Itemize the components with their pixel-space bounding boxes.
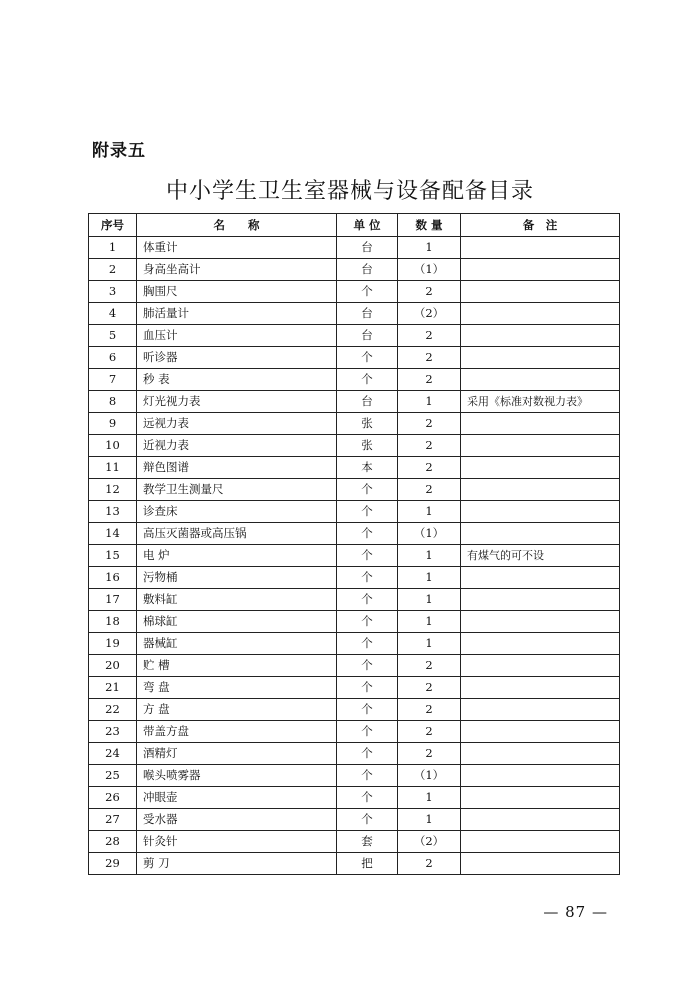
equipment-table <box>88 213 620 875</box>
unit-cell: 个 <box>337 611 398 633</box>
quantity-cell: 2 <box>398 655 461 677</box>
item-name-cell: 血压计 <box>137 325 337 347</box>
row-number-cell: 4 <box>89 303 137 325</box>
item-name-cell: 方 盘 <box>137 699 337 721</box>
item-name-cell: 棉球缸 <box>137 611 337 633</box>
unit-cell: 台 <box>337 259 398 281</box>
appendix-label: 附录五 <box>92 141 146 161</box>
item-name-cell: 敷料缸 <box>137 589 337 611</box>
table-body <box>89 237 620 875</box>
note-cell <box>461 589 620 611</box>
note-cell <box>461 347 620 369</box>
quantity-cell: （1） <box>398 259 461 281</box>
note-cell <box>461 655 620 677</box>
unit-cell: 个 <box>337 281 398 303</box>
row-number-cell: 17 <box>89 589 137 611</box>
unit-cell: 台 <box>337 303 398 325</box>
unit-cell: 个 <box>337 545 398 567</box>
row-number-cell: 8 <box>89 391 137 413</box>
header-name: 名 称 <box>137 214 337 237</box>
table-row <box>89 567 620 589</box>
quantity-cell: 2 <box>398 413 461 435</box>
row-number-cell: 19 <box>89 633 137 655</box>
note-cell <box>461 413 620 435</box>
quantity-cell: 1 <box>398 611 461 633</box>
item-name-cell: 听诊器 <box>137 347 337 369</box>
unit-cell: 个 <box>337 479 398 501</box>
quantity-cell: 2 <box>398 369 461 391</box>
note-cell <box>461 303 620 325</box>
table-row <box>89 611 620 633</box>
unit-cell: 把 <box>337 853 398 875</box>
unit-cell: 个 <box>337 787 398 809</box>
unit-cell: 台 <box>337 325 398 347</box>
note-cell <box>461 501 620 523</box>
page-number: — 87 — <box>543 903 608 921</box>
unit-cell: 个 <box>337 655 398 677</box>
table-row <box>89 457 620 479</box>
unit-cell: 个 <box>337 567 398 589</box>
unit-cell: 个 <box>337 369 398 391</box>
table-row <box>89 347 620 369</box>
table-row <box>89 853 620 875</box>
row-number-cell: 13 <box>89 501 137 523</box>
header-no: 序号 <box>89 214 137 237</box>
note-cell <box>461 457 620 479</box>
note-cell <box>461 677 620 699</box>
item-name-cell: 贮 槽 <box>137 655 337 677</box>
item-name-cell: 秒 表 <box>137 369 337 391</box>
item-name-cell: 灯光视力表 <box>137 391 337 413</box>
item-name-cell: 身高坐高计 <box>137 259 337 281</box>
unit-cell: 个 <box>337 589 398 611</box>
note-cell <box>461 325 620 347</box>
note-cell <box>461 567 620 589</box>
table-row <box>89 699 620 721</box>
note-cell <box>461 369 620 391</box>
table-row <box>89 677 620 699</box>
row-number-cell: 21 <box>89 677 137 699</box>
note-cell <box>461 853 620 875</box>
header-note: 备 注 <box>461 214 620 237</box>
item-name-cell: 远视力表 <box>137 413 337 435</box>
unit-cell: 张 <box>337 413 398 435</box>
unit-cell: 台 <box>337 391 398 413</box>
note-cell <box>461 611 620 633</box>
note-cell <box>461 435 620 457</box>
note-cell <box>461 281 620 303</box>
note-cell <box>461 721 620 743</box>
row-number-cell: 26 <box>89 787 137 809</box>
quantity-cell: 2 <box>398 479 461 501</box>
quantity-cell: 1 <box>398 545 461 567</box>
table-row <box>89 523 620 545</box>
table-row <box>89 787 620 809</box>
quantity-cell: 2 <box>398 347 461 369</box>
row-number-cell: 25 <box>89 765 137 787</box>
table-row <box>89 369 620 391</box>
item-name-cell: 带盖方盘 <box>137 721 337 743</box>
row-number-cell: 12 <box>89 479 137 501</box>
quantity-cell: 1 <box>398 809 461 831</box>
note-cell <box>461 523 620 545</box>
item-name-cell: 肺活量计 <box>137 303 337 325</box>
note-cell <box>461 809 620 831</box>
unit-cell: 张 <box>337 435 398 457</box>
row-number-cell: 1 <box>89 237 137 259</box>
item-name-cell: 高压灭菌器或高压锅 <box>137 523 337 545</box>
note-cell <box>461 765 620 787</box>
row-number-cell: 20 <box>89 655 137 677</box>
item-name-cell: 胸围尺 <box>137 281 337 303</box>
note-cell <box>461 787 620 809</box>
table-row <box>89 831 620 853</box>
row-number-cell: 3 <box>89 281 137 303</box>
table-row <box>89 237 620 259</box>
table-row <box>89 765 620 787</box>
row-number-cell: 24 <box>89 743 137 765</box>
unit-cell: 个 <box>337 633 398 655</box>
item-name-cell: 污物桶 <box>137 567 337 589</box>
quantity-cell: 1 <box>398 391 461 413</box>
table-row <box>89 391 620 413</box>
note-cell: 有煤气的可不设 <box>461 545 620 567</box>
note-cell <box>461 743 620 765</box>
item-name-cell: 体重计 <box>137 237 337 259</box>
quantity-cell: 1 <box>398 237 461 259</box>
quantity-cell: 2 <box>398 457 461 479</box>
table-row <box>89 545 620 567</box>
note-cell <box>461 237 620 259</box>
quantity-cell: 2 <box>398 325 461 347</box>
quantity-cell: 1 <box>398 501 461 523</box>
unit-cell: 个 <box>337 809 398 831</box>
quantity-cell: 2 <box>398 435 461 457</box>
table-row <box>89 259 620 281</box>
quantity-cell: 1 <box>398 787 461 809</box>
unit-cell: 本 <box>337 457 398 479</box>
row-number-cell: 10 <box>89 435 137 457</box>
unit-cell: 个 <box>337 501 398 523</box>
note-cell <box>461 831 620 853</box>
table-row <box>89 281 620 303</box>
row-number-cell: 11 <box>89 457 137 479</box>
row-number-cell: 6 <box>89 347 137 369</box>
quantity-cell: 2 <box>398 743 461 765</box>
item-name-cell: 冲眼壶 <box>137 787 337 809</box>
document-title: 中小学生卫生室器械与设备配备目录 <box>165 179 534 204</box>
row-number-cell: 29 <box>89 853 137 875</box>
unit-cell: 个 <box>337 743 398 765</box>
row-number-cell: 9 <box>89 413 137 435</box>
unit-cell: 个 <box>337 677 398 699</box>
quantity-cell: 2 <box>398 721 461 743</box>
row-number-cell: 5 <box>89 325 137 347</box>
row-number-cell: 27 <box>89 809 137 831</box>
quantity-cell: （1） <box>398 523 461 545</box>
table-row <box>89 413 620 435</box>
row-number-cell: 22 <box>89 699 137 721</box>
header-qty: 数 量 <box>398 214 461 237</box>
unit-cell: 个 <box>337 699 398 721</box>
row-number-cell: 18 <box>89 611 137 633</box>
row-number-cell: 2 <box>89 259 137 281</box>
unit-cell: 个 <box>337 523 398 545</box>
table-row <box>89 501 620 523</box>
item-name-cell: 近视力表 <box>137 435 337 457</box>
row-number-cell: 15 <box>89 545 137 567</box>
item-name-cell: 弯 盘 <box>137 677 337 699</box>
unit-cell: 个 <box>337 765 398 787</box>
quantity-cell: 1 <box>398 567 461 589</box>
table-row <box>89 589 620 611</box>
quantity-cell: 2 <box>398 281 461 303</box>
note-cell: 采用《标准对数视力表》 <box>461 391 620 413</box>
item-name-cell: 针灸针 <box>137 831 337 853</box>
item-name-cell: 受水器 <box>137 809 337 831</box>
row-number-cell: 7 <box>89 369 137 391</box>
note-cell <box>461 699 620 721</box>
table-row <box>89 655 620 677</box>
item-name-cell: 剪 刀 <box>137 853 337 875</box>
note-cell <box>461 633 620 655</box>
table-header-row <box>89 214 620 237</box>
table-row <box>89 479 620 501</box>
item-name-cell: 辩色图谱 <box>137 457 337 479</box>
quantity-cell: 2 <box>398 677 461 699</box>
table-row <box>89 633 620 655</box>
quantity-cell: （2） <box>398 831 461 853</box>
unit-cell: 台 <box>337 237 398 259</box>
item-name-cell: 教学卫生测量尺 <box>137 479 337 501</box>
header-unit: 单 位 <box>337 214 398 237</box>
item-name-cell: 诊查床 <box>137 501 337 523</box>
item-name-cell: 喉头喷雾器 <box>137 765 337 787</box>
note-cell <box>461 259 620 281</box>
note-cell <box>461 479 620 501</box>
quantity-cell: （1） <box>398 765 461 787</box>
quantity-cell: 2 <box>398 699 461 721</box>
item-name-cell: 器械缸 <box>137 633 337 655</box>
row-number-cell: 28 <box>89 831 137 853</box>
quantity-cell: 1 <box>398 633 461 655</box>
table-row <box>89 435 620 457</box>
quantity-cell: 2 <box>398 853 461 875</box>
unit-cell: 个 <box>337 721 398 743</box>
item-name-cell: 酒精灯 <box>137 743 337 765</box>
quantity-cell: （2） <box>398 303 461 325</box>
table-row <box>89 743 620 765</box>
table-row <box>89 303 620 325</box>
row-number-cell: 23 <box>89 721 137 743</box>
table-row <box>89 809 620 831</box>
unit-cell: 个 <box>337 347 398 369</box>
table-row <box>89 721 620 743</box>
item-name-cell: 电 炉 <box>137 545 337 567</box>
row-number-cell: 16 <box>89 567 137 589</box>
table-row <box>89 325 620 347</box>
unit-cell: 套 <box>337 831 398 853</box>
quantity-cell: 1 <box>398 589 461 611</box>
row-number-cell: 14 <box>89 523 137 545</box>
